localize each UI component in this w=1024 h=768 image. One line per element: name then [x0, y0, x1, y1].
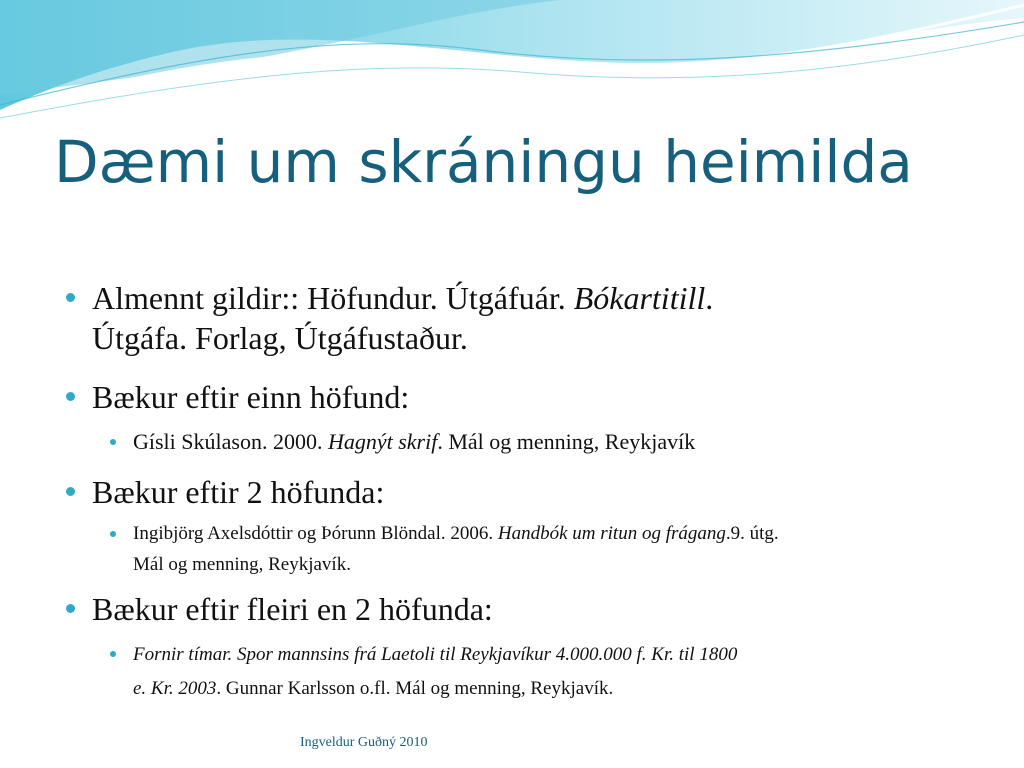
bullet-one-author: Bækur eftir einn höfund:: [92, 379, 410, 415]
bullet-dot-icon: [66, 293, 75, 302]
example-many-authors: [133, 638, 737, 706]
example-text: . Gunnar Karlsson o.fl. Mál og menning, Reykjavík.: [216, 678, 614, 699]
bullet-text: Útgáfa. Forlag, Útgáfustaður.: [92, 320, 468, 356]
example-text-italic: Fornir tímar. Spor mannsins frá Laetoli til Reykjavíkur 4.000.000 f. Kr. til 1800: [133, 644, 738, 665]
sub-bullet-dot-icon: [110, 531, 116, 537]
slide-footer: Ingveldur Guðný 2010: [300, 735, 428, 750]
bullet-dot-icon: [66, 487, 75, 496]
example-text: Gísli Skúlason. 2000.: [133, 429, 328, 454]
sub-bullet-dot-icon: [110, 651, 116, 657]
example-text-italic: Hagnýt skrif: [327, 429, 438, 454]
example-text: Mál og menning, Reykjavík.: [133, 554, 351, 575]
bullet-many-authors: Bækur eftir fleiri en 2 höfunda:: [92, 591, 493, 627]
example-one-author: [133, 426, 695, 458]
example-text: . Mál og menning, Reykjavík: [437, 429, 696, 454]
example-two-authors: [133, 518, 779, 580]
bullet-two-authors: Bækur eftir 2 höfunda:: [92, 474, 385, 510]
example-text: .9. útg.: [725, 523, 779, 544]
bullet-text: Almennt gildir:: Höfundur. Útgáfuár.: [92, 280, 574, 316]
bullet-dot-icon: [66, 392, 75, 401]
sub-bullet-dot-icon: [110, 439, 116, 445]
slide-title: Dæmi um skráningu heimilda: [54, 128, 913, 196]
example-text-italic: Handbók um ritun og frágang: [497, 523, 726, 544]
example-text: Ingibjörg Axelsdóttir og Þórunn Blöndal. 2006.: [133, 523, 498, 544]
bullet-general-rule: [92, 278, 713, 358]
bullet-dot-icon: [66, 604, 75, 613]
bullet-text-italic: Bókartitill: [573, 280, 706, 316]
example-text-italic: e. Kr. 2003: [133, 678, 217, 699]
bullet-text: .: [705, 280, 714, 316]
